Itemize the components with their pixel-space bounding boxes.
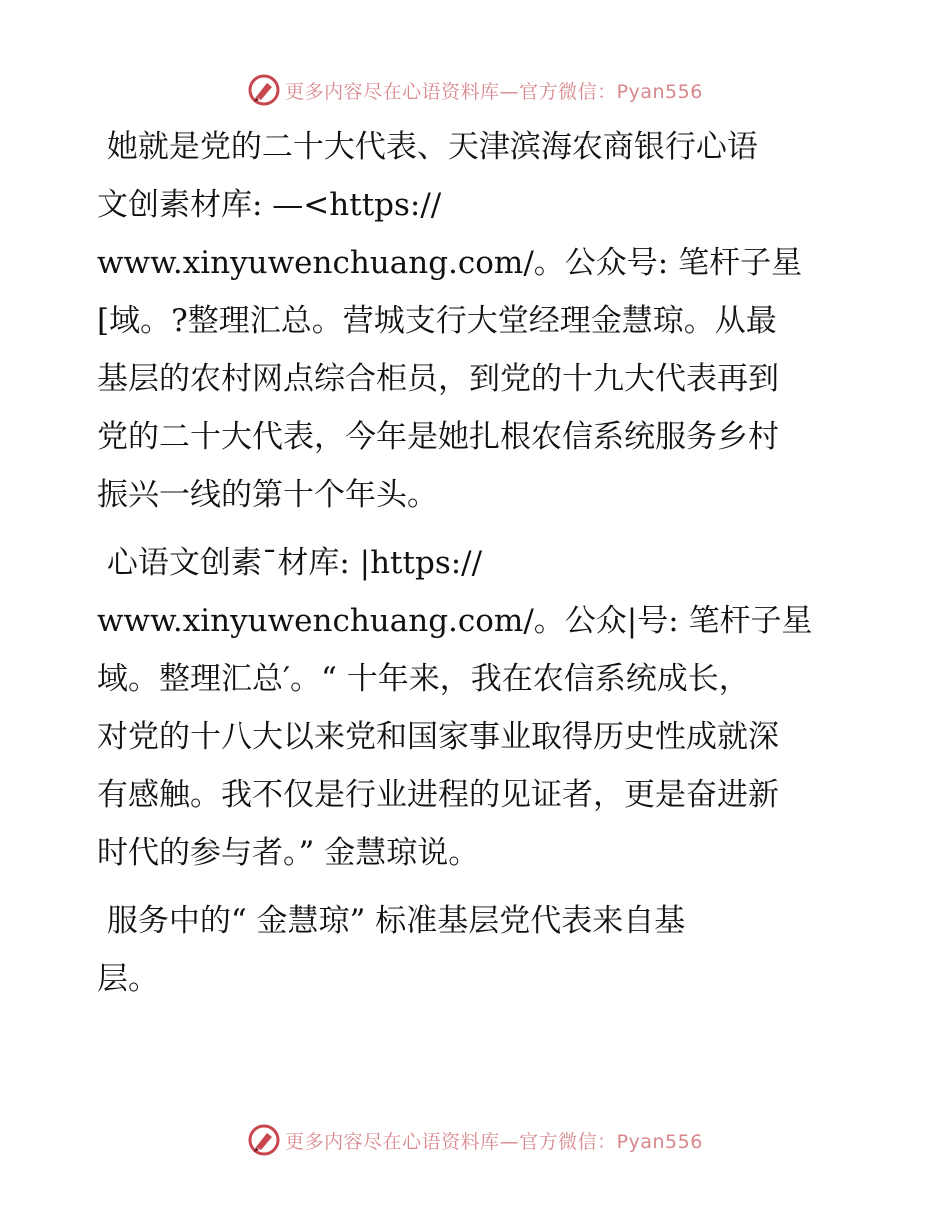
header-banner <box>0 70 950 110</box>
pen-logo-icon <box>247 1123 281 1157</box>
text-line: www.xinyuwenchuang.com/。公众|号: 笔杆子星 <box>97 603 813 639</box>
footer-banner-text: 更多内容尽在心语资料库—官方微信：Pyan556 <box>285 1130 703 1153</box>
text-line: 对党的十八大以来党和国家事业取得历史性成就深 <box>97 719 779 755</box>
text-line: 域。整理汇总′。“ 十年来，我在农信系统成长， <box>97 661 750 697</box>
text-line: 层。 <box>97 961 159 997</box>
text-line: 心语文创素¯材库: |https:// <box>97 545 483 581</box>
text-line: 有感触。我不仅是行业进程的见证者，更是奋进新 <box>97 777 779 813</box>
paragraph-2 <box>97 534 857 882</box>
text-line: 她就是党的二十大代表、天津滨海农商银行心语 <box>97 129 758 165</box>
text-line: 服务中的“ 金慧琼” 标准基层党代表来自基 <box>97 903 686 939</box>
paragraph-1 <box>97 118 857 524</box>
text-line: 党的二十大代表，今年是她扎根农信系统服务乡村 <box>97 419 779 455</box>
paragraph-3 <box>97 892 857 1008</box>
pen-logo-icon <box>247 73 281 107</box>
text-line: [域。?整理汇总。营城支行大堂经理金慧琼。从最 <box>97 303 777 339</box>
document-body <box>97 118 857 1018</box>
text-line: 基层的农村网点综合柜员，到党的十九大代表再到 <box>97 361 779 397</box>
header-banner-text: 更多内容尽在心语资料库—官方微信：Pyan556 <box>285 80 703 103</box>
text-line: www.xinyuwenchuang.com/。公众号: 笔杆子星 <box>97 245 803 281</box>
text-line: 文创素材库: —<https:// <box>97 187 442 223</box>
text-line: 振兴一线的第十个年头。 <box>97 477 438 513</box>
text-line: 时代的参与者。” 金慧琼说。 <box>97 835 480 871</box>
footer-banner <box>0 1120 950 1160</box>
